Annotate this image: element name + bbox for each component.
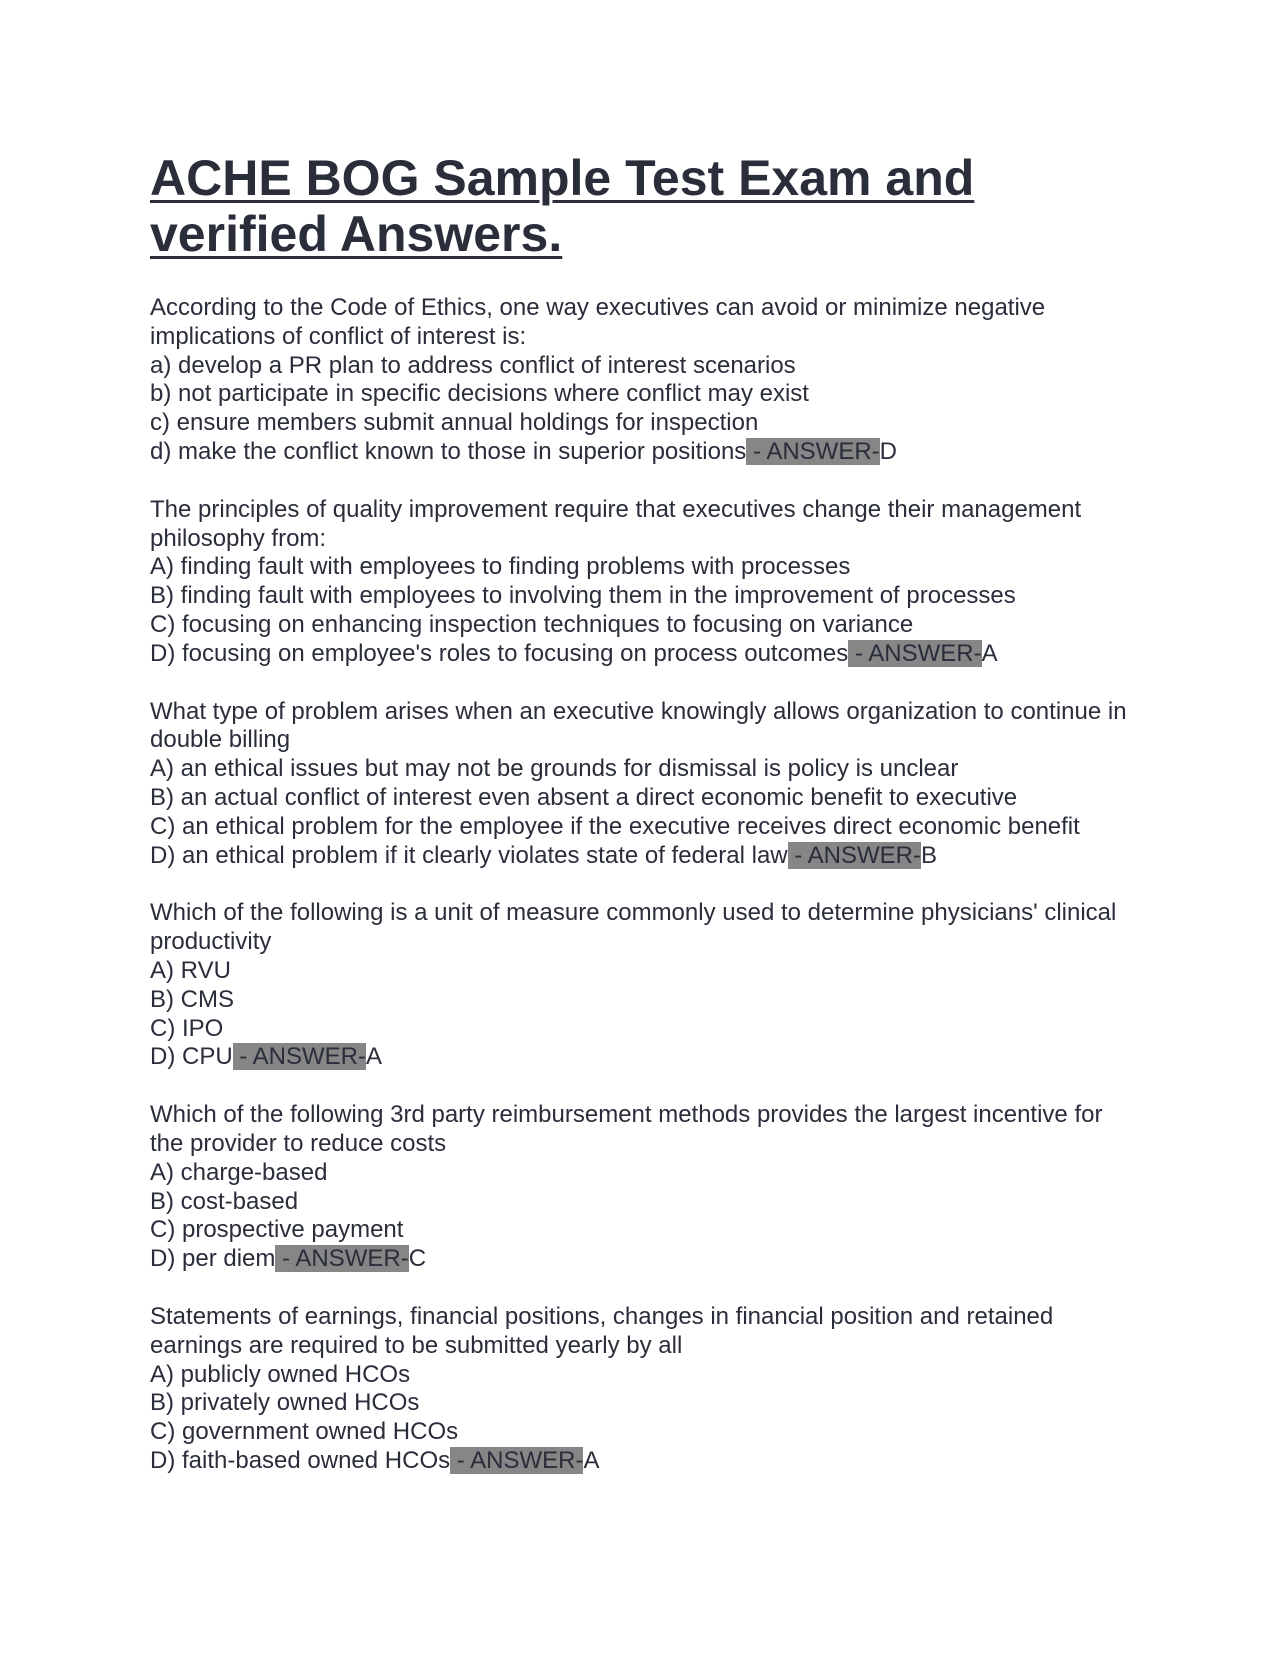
option-c: C) prospective payment: [150, 1216, 404, 1244]
answer-letter: A: [366, 1043, 383, 1071]
question-list: [150, 294, 1140, 1476]
option-d-with-answer: [150, 1043, 1140, 1072]
option-a: A) charge-based: [150, 1158, 328, 1186]
answer-marker: - ANSWER-: [450, 1446, 584, 1474]
option-b: b) not participate in specific decisions where conflict may exist: [150, 380, 809, 408]
question-text: Statements of earnings, financial positions, changes in financial position and retained earnings are required to be submitted yearly by all: [150, 1302, 1054, 1359]
answer-letter: C: [408, 1245, 427, 1273]
option-b: B) finding fault with employees to involving them in the improvement of processes: [150, 582, 1016, 610]
option-d-with-answer: [150, 640, 1140, 669]
option-a: A) RVU: [150, 956, 231, 984]
answer-letter: D: [879, 437, 897, 465]
option-d: d) make the conflict known to those in superior positions: [150, 437, 747, 465]
question-block: [150, 1303, 1140, 1476]
option-c: c) ensure members submit annual holdings for inspection: [150, 409, 759, 437]
answer-marker: - ANSWER-: [275, 1245, 409, 1273]
option-c: C) focusing on enhancing inspection techniques to focusing on variance: [150, 610, 914, 638]
option-d-with-answer: [150, 842, 1140, 871]
answer-letter: B: [920, 841, 937, 869]
option-c: C) IPO: [150, 1014, 224, 1042]
answer-marker: - ANSWER-: [746, 437, 880, 465]
answer-letter: A: [981, 639, 998, 667]
option-c: C) government owned HCOs: [150, 1418, 459, 1446]
answer-marker: - ANSWER-: [232, 1043, 367, 1071]
answer-letter: A: [583, 1446, 600, 1474]
option-b: B) an actual conflict of interest even absent a direct economic benefit to executive: [150, 783, 1018, 811]
option-a: a) develop a PR plan to address conflict of interest scenarios: [150, 351, 796, 379]
question-text: Which of the following is a unit of measure commonly used to determine physicians' clinical productivity: [150, 899, 1117, 956]
option-a: A) publicly owned HCOs: [150, 1360, 411, 1388]
question-text: What type of problem arises when an executive knowingly allows organization to continue in double billing: [150, 697, 1127, 754]
document-page: [150, 150, 1140, 1505]
question-block: [150, 496, 1140, 669]
option-d: D) faith-based owned HCOs: [150, 1446, 451, 1474]
option-d: D) CPU: [150, 1043, 233, 1071]
question-block: [150, 294, 1140, 467]
question-block: [150, 899, 1140, 1072]
option-d-with-answer: [150, 438, 1140, 467]
option-d: D) an ethical problem if it clearly violates state of federal law: [150, 841, 788, 869]
option-b: B) CMS: [150, 985, 234, 1013]
option-a: A) finding fault with employees to finding problems with processes: [150, 553, 851, 581]
question-block: [150, 698, 1140, 871]
option-a: A) an ethical issues but may not be grounds for dismissal is policy is unclear: [150, 755, 959, 783]
option-d: D) per diem: [150, 1245, 276, 1273]
answer-marker: - ANSWER-: [848, 639, 982, 667]
question-text: The principles of quality improvement require that executives change their management philosophy from:: [150, 495, 1082, 552]
option-b: B) cost-based: [150, 1187, 299, 1215]
option-b: B) privately owned HCOs: [150, 1389, 420, 1417]
question-text: Which of the following 3rd party reimbursement methods provides the largest incentive for the provider to reduce costs: [150, 1101, 1103, 1157]
answer-marker: - ANSWER-: [787, 841, 921, 869]
document-title: ACHE BOG Sample Test Exam and verified Answers.: [150, 150, 975, 262]
option-d-with-answer: [150, 1447, 1140, 1476]
option-d-with-answer: [150, 1245, 1140, 1274]
option-c: C) an ethical problem for the employee if the executive receives direct economic benefit: [150, 812, 1080, 840]
option-d: D) focusing on employee's roles to focusing on process outcomes: [150, 639, 849, 667]
question-text: According to the Code of Ethics, one way executives can avoid or minimize negative implications of conflict of interest is:: [150, 294, 1046, 350]
question-block: [150, 1101, 1140, 1274]
